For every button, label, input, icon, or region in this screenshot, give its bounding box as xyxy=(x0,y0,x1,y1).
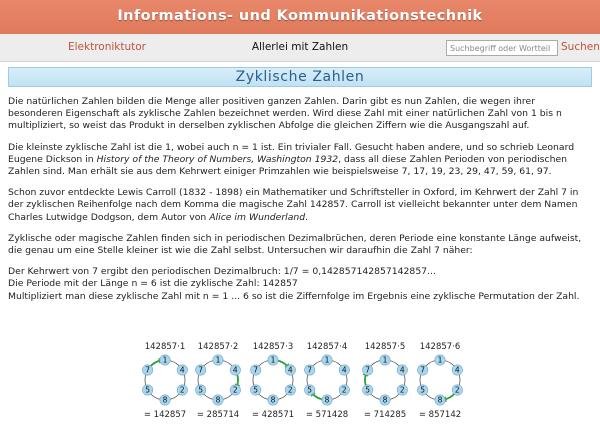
text-segment: Die kleinste zyklische Zahl ist die 1, wobei auch n = 1 ist. Ein trivialer Fall. Gesucht haben andere, und so schrieb Leonard Eugene Dickson in xyxy=(8,141,575,165)
digit-label: 4 xyxy=(179,365,185,375)
digit-label: 1 xyxy=(270,355,276,365)
digit-label: 1 xyxy=(162,355,168,365)
nav-bar xyxy=(0,34,600,62)
digit-label: 2 xyxy=(287,385,293,395)
paragraph-seven xyxy=(8,266,592,303)
cycle-result: = 714285 xyxy=(363,410,407,420)
cycle-title: 142857·3 xyxy=(252,342,294,352)
digit-label: 5 xyxy=(198,385,204,395)
paragraph-intro: Die natürlichen Zahlen bilden die Menge aller positiven ganzen Zahlen. Darin gibt es nun Zahlen, die wegen ihrer besonderen Eigenschaft als zyklische Zahlen bezeichnet werden. Wird diese Zahl mit einer natürlichen Zahl von 1 bis n multipliziert, so weist das Produkt in derselben zyklischen Abfolge die gleichen Ziffern wie die Ausgangszahl auf. xyxy=(8,96,562,132)
digit-label: 5 xyxy=(365,385,371,395)
digit-label: 7 xyxy=(145,365,151,375)
text-segment: , dass all diese Zahlen Perioden von periodischen Zahlen sind. Man erhält sie aus dem Kehrwert einiger Primzahlen wie beispielsweise 7, 17, 19, 23, 29, 47, 59, 61, 97. xyxy=(8,153,568,178)
digit-label: 8 xyxy=(270,395,276,405)
digit-label: 4 xyxy=(287,365,293,375)
text-segment: Schon zuvor entdeckte Lewis Carroll (1832 - 1898) ein Mathematiker und Schriftsteller in Oxford, im Kehrwert der Zahl 7 in der zyklischen Reihenfolge nach dem Komma die magische Zahl 142857. Carroll ist vielleicht bekannter unter dem Namen Charles Lutwidge Dodgson, dem Autor von xyxy=(8,187,579,223)
digit-label: 8 xyxy=(215,395,221,405)
cycle-ring xyxy=(357,352,413,408)
cycle-result: = 142857 xyxy=(143,410,187,420)
cycle-title: 142857·1 xyxy=(144,342,186,352)
book-title: Alice im Wunderland xyxy=(209,211,306,223)
digit-label: 7 xyxy=(365,365,371,375)
cycle-ring xyxy=(137,352,193,408)
digit-label: 1 xyxy=(215,355,221,365)
digit-label: 1 xyxy=(324,355,330,365)
cycle-title: 142857·2 xyxy=(197,342,239,352)
digit-label: 5 xyxy=(145,385,151,395)
cycle-result: = 428571 xyxy=(251,410,295,420)
book-title: History of the Theory of Numbers, Washington 1932 xyxy=(96,153,339,165)
text-line-permutation: Multipliziert man diese zyklische Zahl mit n = 1 ... 6 so ist die Ziffernfolge im Ergebnis eine zyklische Permutation der Zahl. xyxy=(8,290,580,302)
cycle-title: 142857·5 xyxy=(364,342,406,352)
site-banner xyxy=(0,0,600,34)
digit-label: 7 xyxy=(307,365,313,375)
cycle-title: 142857·4 xyxy=(306,342,348,352)
page-heading-box xyxy=(8,67,592,87)
digit-label: 8 xyxy=(324,395,330,405)
paragraph-carroll xyxy=(8,187,592,224)
search-button[interactable]: Suchen xyxy=(561,41,600,53)
cycle-ring xyxy=(245,352,301,408)
search-input[interactable] xyxy=(446,40,558,56)
cycle-result: = 857142 xyxy=(418,410,462,420)
digit-label: 8 xyxy=(382,395,388,405)
digit-label: 4 xyxy=(399,365,405,375)
cycle-ring xyxy=(190,352,246,408)
digit-label: 7 xyxy=(420,365,426,375)
digit-label: 1 xyxy=(437,355,443,365)
text-line-period: Die Periode mit der Länge n = 6 ist die zyklische Zahl: 142857 xyxy=(8,278,298,290)
digit-label: 5 xyxy=(253,385,259,395)
nav-section-title: Allerlei mit Zahlen xyxy=(251,41,349,53)
article-content xyxy=(8,96,592,303)
cycle-title: 142857·6 xyxy=(419,342,461,352)
digit-label: 8 xyxy=(437,395,443,405)
text-line-reciprocal: Der Kehrwert von 7 ergibt den periodischen Dezimalbruch: 1/7 = 0,142857142857142857... xyxy=(8,266,436,278)
digit-label: 2 xyxy=(399,385,405,395)
digit-label: 2 xyxy=(454,385,460,395)
page-title: Zyklische Zahlen xyxy=(235,69,365,85)
text-segment: . xyxy=(305,211,309,223)
cycle-ring xyxy=(299,352,355,408)
digit-label: 7 xyxy=(253,365,259,375)
nav-link-elektroniktutor[interactable]: Elektroniktutor xyxy=(68,41,147,53)
site-title: Informations- und Kommunikationstechnik xyxy=(117,8,483,24)
cycle-ring xyxy=(412,352,468,408)
digit-label: 2 xyxy=(341,385,347,395)
digit-label: 7 xyxy=(198,365,204,375)
digit-label: 8 xyxy=(162,395,168,405)
digit-label: 5 xyxy=(307,385,313,395)
digit-label: 5 xyxy=(420,385,426,395)
paragraph-dickson xyxy=(8,142,592,179)
digit-label: 4 xyxy=(341,365,347,375)
paragraph-magic-numbers: Zyklische oder magische Zahlen finden sich in periodischen Dezimalbrüchen, deren Periode eine konstante Länge aufweist, die genau um eine Stelle kleiner ist wie die Zahl selbst. Untersuchen wir daraufhin die Zahl 7 näher: xyxy=(8,232,582,257)
digit-label: 4 xyxy=(232,365,238,375)
digit-label: 4 xyxy=(454,365,460,375)
digit-label: 2 xyxy=(179,385,185,395)
cyclic-permutation-diagram xyxy=(0,342,600,429)
digit-label: 2 xyxy=(232,385,238,395)
digit-label: 1 xyxy=(382,355,388,365)
cycle-result: = 285714 xyxy=(196,410,240,420)
cycle-result: = 571428 xyxy=(305,410,349,420)
